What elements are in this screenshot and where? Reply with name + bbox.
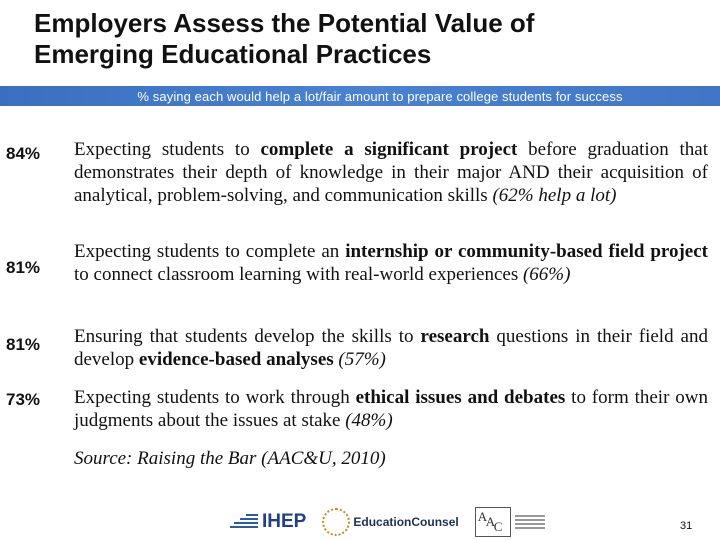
desc-text: Expecting students to work through	[74, 387, 356, 408]
ihep-stripes-icon	[230, 513, 258, 531]
desc-bold: research	[420, 326, 490, 347]
source-citation: Source: Raising the Bar (AAC&U, 2010)	[74, 448, 386, 469]
aacu-wordmark-icon	[515, 515, 545, 529]
desc-text: to connect classroom learning with real-world experiences	[74, 264, 519, 285]
desc-italic: (66%)	[522, 264, 571, 285]
page-number: 31	[680, 520, 693, 532]
desc-text: Ensuring that students develop the skills to	[74, 326, 421, 347]
slide-title-line-1: Employers Assess the Potential Value of	[34, 8, 535, 38]
aacu-monogram-icon: A A C	[475, 507, 511, 537]
subtitle-banner	[0, 86, 720, 106]
practice-item-4	[0, 386, 720, 432]
desc-bold: evidence-based analyses	[138, 349, 334, 370]
percent-value: 73%	[6, 390, 41, 409]
practice-description	[74, 325, 708, 371]
slide-title	[34, 8, 694, 70]
percent-value: 81%	[6, 258, 41, 277]
seal-icon	[322, 508, 350, 536]
practice-description	[74, 386, 708, 432]
practice-item-2	[0, 240, 720, 310]
desc-italic: (62% help a lot)	[492, 185, 617, 206]
desc-italic: (57%)	[338, 349, 386, 370]
practice-item-3	[0, 325, 720, 371]
ihep-logo-text: IHEP	[262, 511, 307, 532]
desc-text: Expecting students to	[74, 139, 261, 160]
desc-text: questions in their field and develop	[74, 326, 708, 370]
percent-value: 81%	[6, 335, 41, 354]
education-counsel-logo-text: EducationCounsel	[353, 515, 459, 529]
ihep-logo	[230, 511, 306, 533]
practice-item-1	[0, 138, 720, 228]
desc-italic: (48%)	[345, 410, 393, 431]
footer-logos	[230, 506, 590, 538]
desc-text: Expecting students to complete an	[74, 241, 346, 262]
slide-title-line-2: Emerging Educational Practices	[34, 39, 432, 69]
education-counsel-logo	[322, 508, 458, 536]
percent-value: 84%	[6, 144, 41, 163]
practice-description	[74, 138, 708, 207]
desc-text: to form their own judgments about the issues at stake	[74, 387, 708, 431]
desc-bold: internship or community-based field project	[345, 241, 708, 262]
desc-bold: ethical issues and debates	[355, 387, 566, 408]
aacu-logo	[475, 507, 545, 537]
subtitle-text: % saying each would help a lot/fair amount to prepare college students for success	[137, 88, 623, 104]
practice-description	[74, 240, 708, 286]
desc-text: before graduation that demonstrates their depth of knowledge in their major AND their acquisition of analytical, problem-solving, and communication skills	[74, 139, 709, 206]
desc-bold: complete a significant project	[260, 139, 518, 160]
